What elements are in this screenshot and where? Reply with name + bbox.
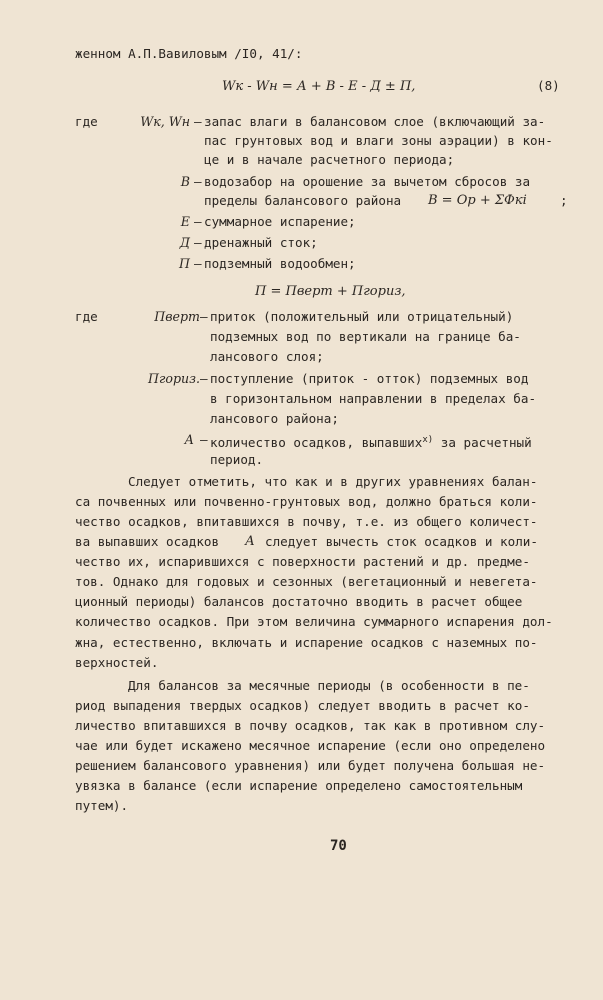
symbol-a: А [184,432,194,447]
dash: – [200,309,208,324]
para2-line-2: риод выпадения твердых осадков) следует вводить в расчет ко- [75,698,530,713]
p-line-1: подземный водообмен; [204,256,356,271]
symbol-d: Д [179,235,190,250]
where-label-2: где [75,309,98,324]
para1-line-3: чество осадков, впитавшихся в почву, т.е. из общего количест- [75,514,538,529]
symbol-w: Wк, Wн [140,114,190,129]
equation-number: (8) [537,78,560,93]
para1-line-4a: ва выпавших осадков [75,534,220,549]
footnote-mark: x) [422,435,434,445]
dash: – [194,214,202,229]
pvert-line-2: подземных вод по вертикали на границе ба- [210,329,521,344]
para2-line-1: Для балансов за месячные периоды (в особенности в пе- [128,678,530,693]
para1-line-4b: следует вычесть сток осадков и коли- [265,534,538,549]
w-line-2: пас грунтовых вод и влаги зоны аэрации) в кон- [204,133,553,148]
para1-line-1: Следует отметить, что как и в других уравнениях балан- [128,474,538,489]
top-line: женном А.П.Вавиловым /I0, 41/: [75,46,303,61]
a-line-1-part1: количество осадков, выпавших [210,435,423,451]
symbol-pvert: Пверт [154,309,200,324]
pgoriz-line-1: поступление (приток - отток) подземных вод [210,371,529,386]
para2-line-6: увязка в балансе (если испарение определено самостоятельным [75,778,523,793]
pvert-line-3: лансового слоя; [210,349,324,364]
para2-line-5: решением балансового уравнения) или будет получена большая не- [75,758,546,773]
para1-symbol-a: А [245,534,255,549]
para1-line-6: тов. Однако для годовых и сезонных (вегетационный и невегета- [75,574,538,589]
symbol-e: Е [180,214,190,229]
para2-line-4: чае или будет искажено месячное испарение (если оно определено [75,738,546,753]
para1-line-7: ционный периоды) балансов достаточно вводить в расчет общее [75,594,523,609]
b-line-2: пределы балансового района [204,193,402,208]
pgoriz-line-2: в горизонтальном направлении в пределах ба- [210,391,537,406]
a-line-1 [210,431,532,452]
where-label-1: где [75,114,98,129]
page-number: 70 [330,838,347,854]
para1-line-10: верхностей. [75,655,159,670]
dash: – [194,114,202,129]
a-line-1-part2: за расчетный [433,435,532,451]
w-line-1: запас влаги в балансовом слое (включающий за- [204,114,546,129]
a-line-2: период. [210,452,264,467]
symbol-p: П [179,256,190,271]
dash: – [194,235,202,250]
b-line-1: водозабор на орошение за вычетом сбросов за [204,174,531,189]
main-equation: Wк - Wн = А + В - Е - Д ± П, [222,79,416,94]
dash: – [200,371,208,386]
w-line-3: це и в начале расчетного периода; [204,152,455,167]
para1-line-8: количество осадков. При этом величина суммарного испарения дол- [75,614,553,629]
dash: – [194,174,202,189]
e-line-1: суммарное испарение; [204,214,356,229]
dash: – [194,256,202,271]
symbol-b: В [180,174,190,189]
para1-line-5: чество их, испарившихся с поверхности растений и др. предме- [75,554,530,569]
para1-line-2: са почвенных или почвенно-грунтовых вод, должно браться коли- [75,494,538,509]
symbol-pgoriz: Пгориз. [148,371,200,386]
pvert-line-1: приток (положительный или отрицательный) [210,309,514,324]
pgoriz-line-3: лансового района; [210,411,339,426]
para2-line-3: личество впитавшихся в почву осадков, так как в противном слу- [75,718,546,733]
para1-line-9: жна, естественно, включать и испарение осадков с наземных по- [75,635,538,650]
dash: – [200,432,208,447]
b-inline-formula: В = Ор + ΣФкi [428,193,527,208]
b-inline-end: ; [560,193,568,208]
para2-line-7: путем). [75,798,129,813]
p-equation: П = Пверт + Пгориз, [255,284,406,299]
d-line-1: дренажный сток; [204,235,318,250]
